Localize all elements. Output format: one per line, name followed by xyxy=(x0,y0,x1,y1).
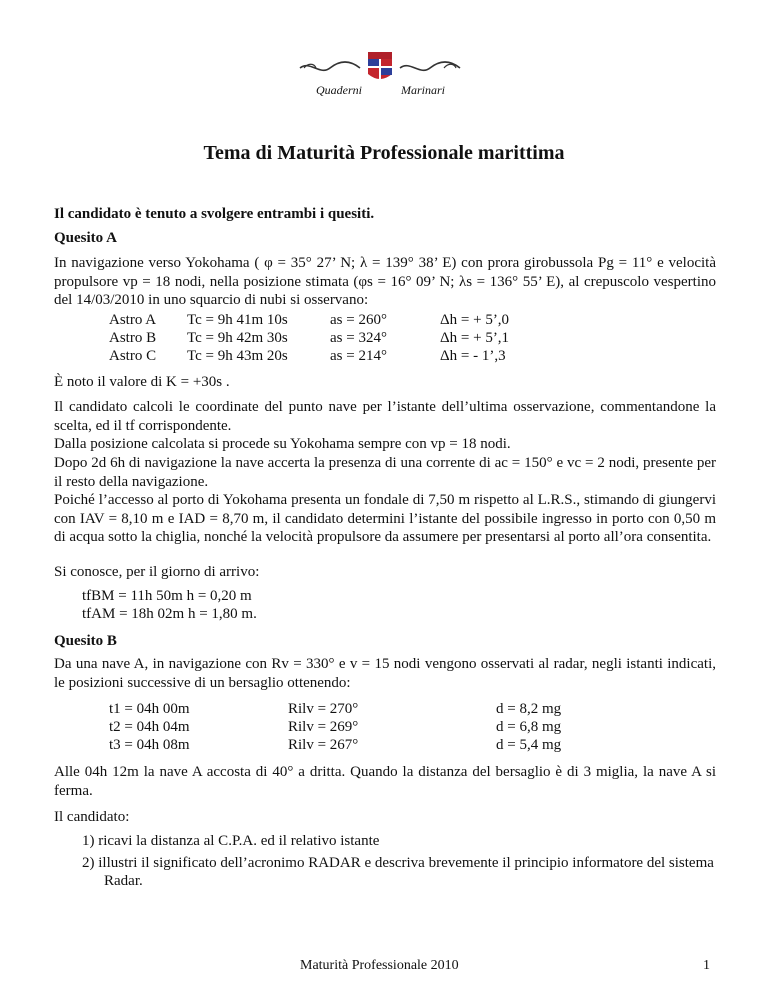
shield-emblem-icon xyxy=(368,52,392,81)
observation-time: t3 = 04h 08m xyxy=(109,737,190,753)
star-tc: Tc = 9h 43m 20s xyxy=(187,348,288,364)
footer-text: Maturità Professionale 2010 xyxy=(300,958,459,973)
star-name: Astro B xyxy=(109,330,157,346)
observation-distance: d = 5,4 mg xyxy=(496,737,562,753)
observation-time: t2 = 04h 04m xyxy=(109,719,190,735)
star-azimuth: as = 324° xyxy=(330,330,387,346)
quesito-a-paragraph-5: Poiché l’accesso al porto di Yokohama presenta un fondale di 7,50 m rispetto al L.R.S., stimando di giungervi con IAV = 8,10 m e IAD = 8,70 m, il candidato determini l’istante del possibile ingresso in porto con 0,50 m di acqua sotto la chiglia, nonché la velocità propulsore da assumere per presentarsi al porto all’ora consentita. xyxy=(54,492,716,545)
quesito-a-paragraph-4: Dopo 2d 6h di navigazione la nave accerta la presenza di una corrente di ac = 150° e vc = 2 nodi, presente per il resto della navigazione. xyxy=(54,455,716,490)
observation-bearing: Rilv = 267° xyxy=(288,737,359,753)
star-delta-h: Δh = + 5’,0 xyxy=(440,312,510,328)
tide-high: tfAM = 18h 02m h = 1,80 m. xyxy=(82,606,257,622)
candidate-label: Il candidato: xyxy=(54,809,130,825)
quesito-a-paragraph-1: In navigazione verso Yokohama ( φ = 35° 27’ N; λ = 139° 38’ E) con prora girobussola Pg = 11° e velocità propulsore vp = 18 nodi, nella posizione stimata (φs = 16° 09’ N; λs = 136° 55’ E), al crepuscolo vespertino del 14/03/2010 in uno squarcio di nubi si osservano: xyxy=(54,255,716,308)
quesito-b-paragraph-1: Da una nave A, in navigazione con Rv = 330° e v = 15 nodi vengono osservati al radar, negli istanti indicati, le posizioni successive di un bersaglio ottenendo: xyxy=(54,656,716,691)
tide-low: tfBM = 11h 50m h = 0,20 m xyxy=(82,588,252,604)
star-delta-h: Δh = + 5’,1 xyxy=(440,330,510,346)
task-list xyxy=(82,832,716,890)
task-item: 2) illustri il significato dell’acronimo RADAR e descriva brevemente il principio informatore del sistema Radar. xyxy=(82,855,714,889)
star-azimuth: as = 260° xyxy=(330,312,387,328)
star-name: Astro C xyxy=(109,348,157,364)
quesito-b-heading: Quesito B xyxy=(54,633,117,649)
task-item: 1) ricavi la distanza al C.P.A. ed il relativo istante xyxy=(82,833,380,849)
observation-distance: d = 8,2 mg xyxy=(496,701,562,717)
quesito-a-heading: Quesito A xyxy=(54,230,117,246)
quesito-a-paragraph-3: Dalla posizione calcolata si procede su Yokohama sempre con vp = 18 nodi. xyxy=(54,436,511,452)
quesito-a-paragraph-2: Il candidato calcoli le coordinate del punto nave per l’istante dell’ultima osservazione, commentandone la scelta, ed il tf corrispondente. xyxy=(54,399,716,434)
arrival-intro: Si conosce, per il giorno di arrivo: xyxy=(54,564,260,580)
header-right-label: Marinari xyxy=(401,83,446,97)
observation-time: t1 = 04h 00m xyxy=(109,701,190,717)
star-azimuth: as = 214° xyxy=(330,348,387,364)
star-delta-h: Δh = - 1’,3 xyxy=(440,348,506,364)
header-left-label: Quaderni xyxy=(316,83,362,97)
star-tc: Tc = 9h 42m 30s xyxy=(187,330,288,346)
quesito-b-paragraph-2: Alle 04h 12m la nave A accosta di 40° a dritta. Quando la distanza del bersaglio è di 3 miglia, la nave A si ferma. xyxy=(54,764,716,799)
page-number: 1 xyxy=(703,958,710,973)
star-tc: Tc = 9h 41m 10s xyxy=(187,312,288,328)
observation-bearing: Rilv = 270° xyxy=(288,701,359,717)
page-title: Tema di Maturità Professionale marittima xyxy=(203,142,565,164)
k-note: È noto il valore di K = +30s . xyxy=(54,374,230,390)
intro-text: Il candidato è tenuto a svolgere entrambi i quesiti. xyxy=(54,206,375,222)
observation-bearing: Rilv = 269° xyxy=(288,719,359,735)
observation-distance: d = 6,8 mg xyxy=(496,719,562,735)
star-name: Astro A xyxy=(109,312,157,328)
